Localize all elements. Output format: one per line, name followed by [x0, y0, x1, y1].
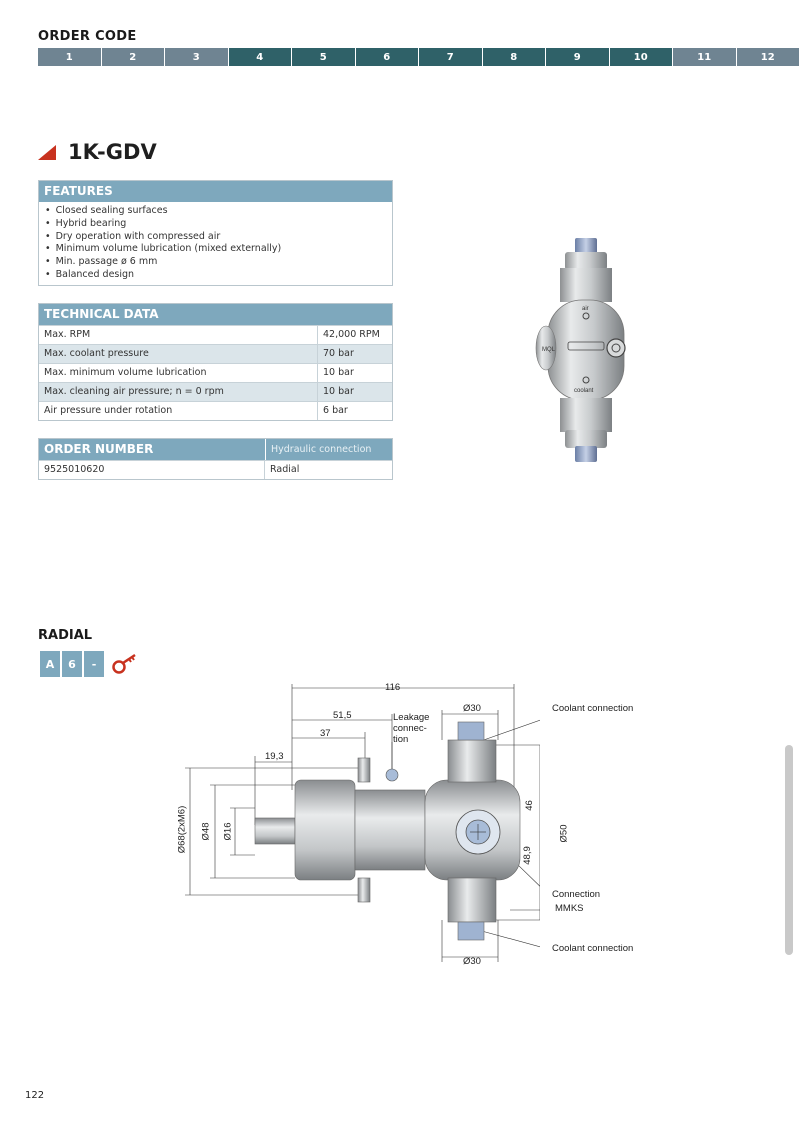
list-item: • Closed sealing surfaces	[45, 205, 386, 218]
order-code-cell: 3	[165, 48, 229, 66]
technical-data-heading: TECHNICAL DATA	[39, 304, 392, 325]
order-code-cell: 1	[38, 48, 102, 66]
spec-label: Max. minimum volume lubrication	[39, 364, 318, 382]
features-heading: FEATURES	[39, 181, 392, 202]
order-code-cell: 4	[229, 48, 293, 66]
order-code-cell: 10	[610, 48, 674, 66]
spec-label: Max. coolant pressure	[39, 345, 318, 363]
photo-top-neck	[560, 268, 612, 302]
dim-116: 116	[385, 682, 401, 693]
product-title: 1K-GDV	[68, 140, 157, 164]
photo-top-cap	[565, 252, 607, 270]
photo-mql-port	[607, 339, 625, 357]
table-row	[39, 363, 392, 382]
list-item: • Minimum volume lubrication (mixed externally)	[45, 243, 386, 256]
mmks-label: MMKS	[555, 903, 584, 914]
order-code-cell: 9	[546, 48, 610, 66]
code-box: A	[40, 651, 60, 677]
photo-label-air: air	[582, 306, 589, 312]
dim-diameter-30-top: Ø30	[463, 703, 481, 714]
red-triangle-icon	[38, 145, 56, 160]
spec-label: Max. RPM	[39, 326, 318, 344]
order-number-value: 9525010620	[39, 461, 265, 479]
list-item: • Dry operation with compressed air	[45, 231, 386, 244]
table-row	[39, 382, 392, 401]
table-row	[39, 344, 392, 363]
code-box: 6	[62, 651, 82, 677]
spec-value: 6 bar	[323, 405, 348, 416]
technical-data-panel	[38, 303, 393, 421]
photo-bottom-cap	[565, 430, 607, 448]
list-item: • Min. passage ø 6 mm	[45, 256, 386, 269]
photo-bottom-bolt	[575, 446, 597, 462]
coolant-connection-bottom-label: Coolant connection	[552, 943, 634, 954]
dim-diameter-30-bottom: Ø30	[463, 956, 481, 967]
page-number: 122	[25, 1090, 45, 1101]
order-code-cell: 11	[673, 48, 737, 66]
order-code-cell: 8	[483, 48, 547, 66]
dim-diameter-50: Ø50	[558, 824, 570, 843]
order-code-cell: 7	[419, 48, 483, 66]
order-code-cell: 2	[102, 48, 166, 66]
dim-51-5: 51,5	[333, 710, 352, 721]
order-code-cell: 12	[737, 48, 800, 66]
spec-label: Air pressure under rotation	[39, 402, 318, 420]
coolant-connection-top-label: Coolant connection	[552, 703, 634, 714]
order-number-header	[39, 439, 392, 460]
spec-value: 42,000 RPM	[323, 329, 380, 340]
leakage-label: tion	[393, 734, 409, 745]
scrollbar[interactable]	[785, 745, 793, 955]
table-row	[39, 401, 392, 420]
table-row	[39, 325, 392, 344]
product-photo	[520, 230, 720, 470]
dim-48-9: 48,9	[521, 846, 533, 865]
technical-drawing	[180, 680, 540, 970]
leakage-label: connec-	[393, 723, 427, 734]
spec-value: 10 bar	[323, 386, 354, 397]
radial-code-boxes	[40, 651, 106, 677]
order-code-cell: 6	[356, 48, 420, 66]
connection-label: Connection	[552, 889, 601, 900]
order-code-cell: 5	[292, 48, 356, 66]
order-number-panel	[38, 438, 393, 480]
photo-label-mql: MQL	[542, 347, 556, 353]
spec-label: Max. cleaning air pressure; n = 0 rpm	[39, 383, 318, 401]
dim-diameter-48: Ø48	[200, 822, 212, 841]
order-code-bar	[38, 48, 800, 66]
key-icon	[112, 653, 138, 675]
features-list	[39, 202, 392, 285]
code-box: -	[84, 651, 104, 677]
table-row	[39, 460, 392, 479]
dim-19-3: 19,3	[265, 751, 284, 762]
dim-37: 37	[320, 728, 331, 739]
list-item: • Balanced design	[45, 269, 386, 282]
photo-top-bolt	[575, 238, 597, 254]
spec-value: 10 bar	[323, 367, 354, 378]
hydraulic-connection-value: Radial	[270, 464, 300, 475]
order-number-heading: ORDER NUMBER	[44, 442, 154, 456]
radial-title: RADIAL	[38, 628, 93, 643]
photo-bottom-neck	[560, 398, 612, 432]
order-code-title: ORDER CODE	[38, 29, 137, 44]
product-heading	[38, 140, 157, 164]
dim-diameter-68: Ø68(2xM6)	[176, 805, 188, 854]
spec-value: 70 bar	[323, 348, 354, 359]
dim-46: 46	[523, 800, 535, 811]
features-panel	[38, 180, 393, 286]
leakage-label: Leakage	[393, 712, 430, 723]
list-item: • Hybrid bearing	[45, 218, 386, 231]
hydraulic-connection-heading: Hydraulic connection	[265, 439, 392, 460]
photo-label-coolant: coolant	[574, 388, 594, 394]
dim-diameter-16: Ø16	[222, 822, 234, 841]
